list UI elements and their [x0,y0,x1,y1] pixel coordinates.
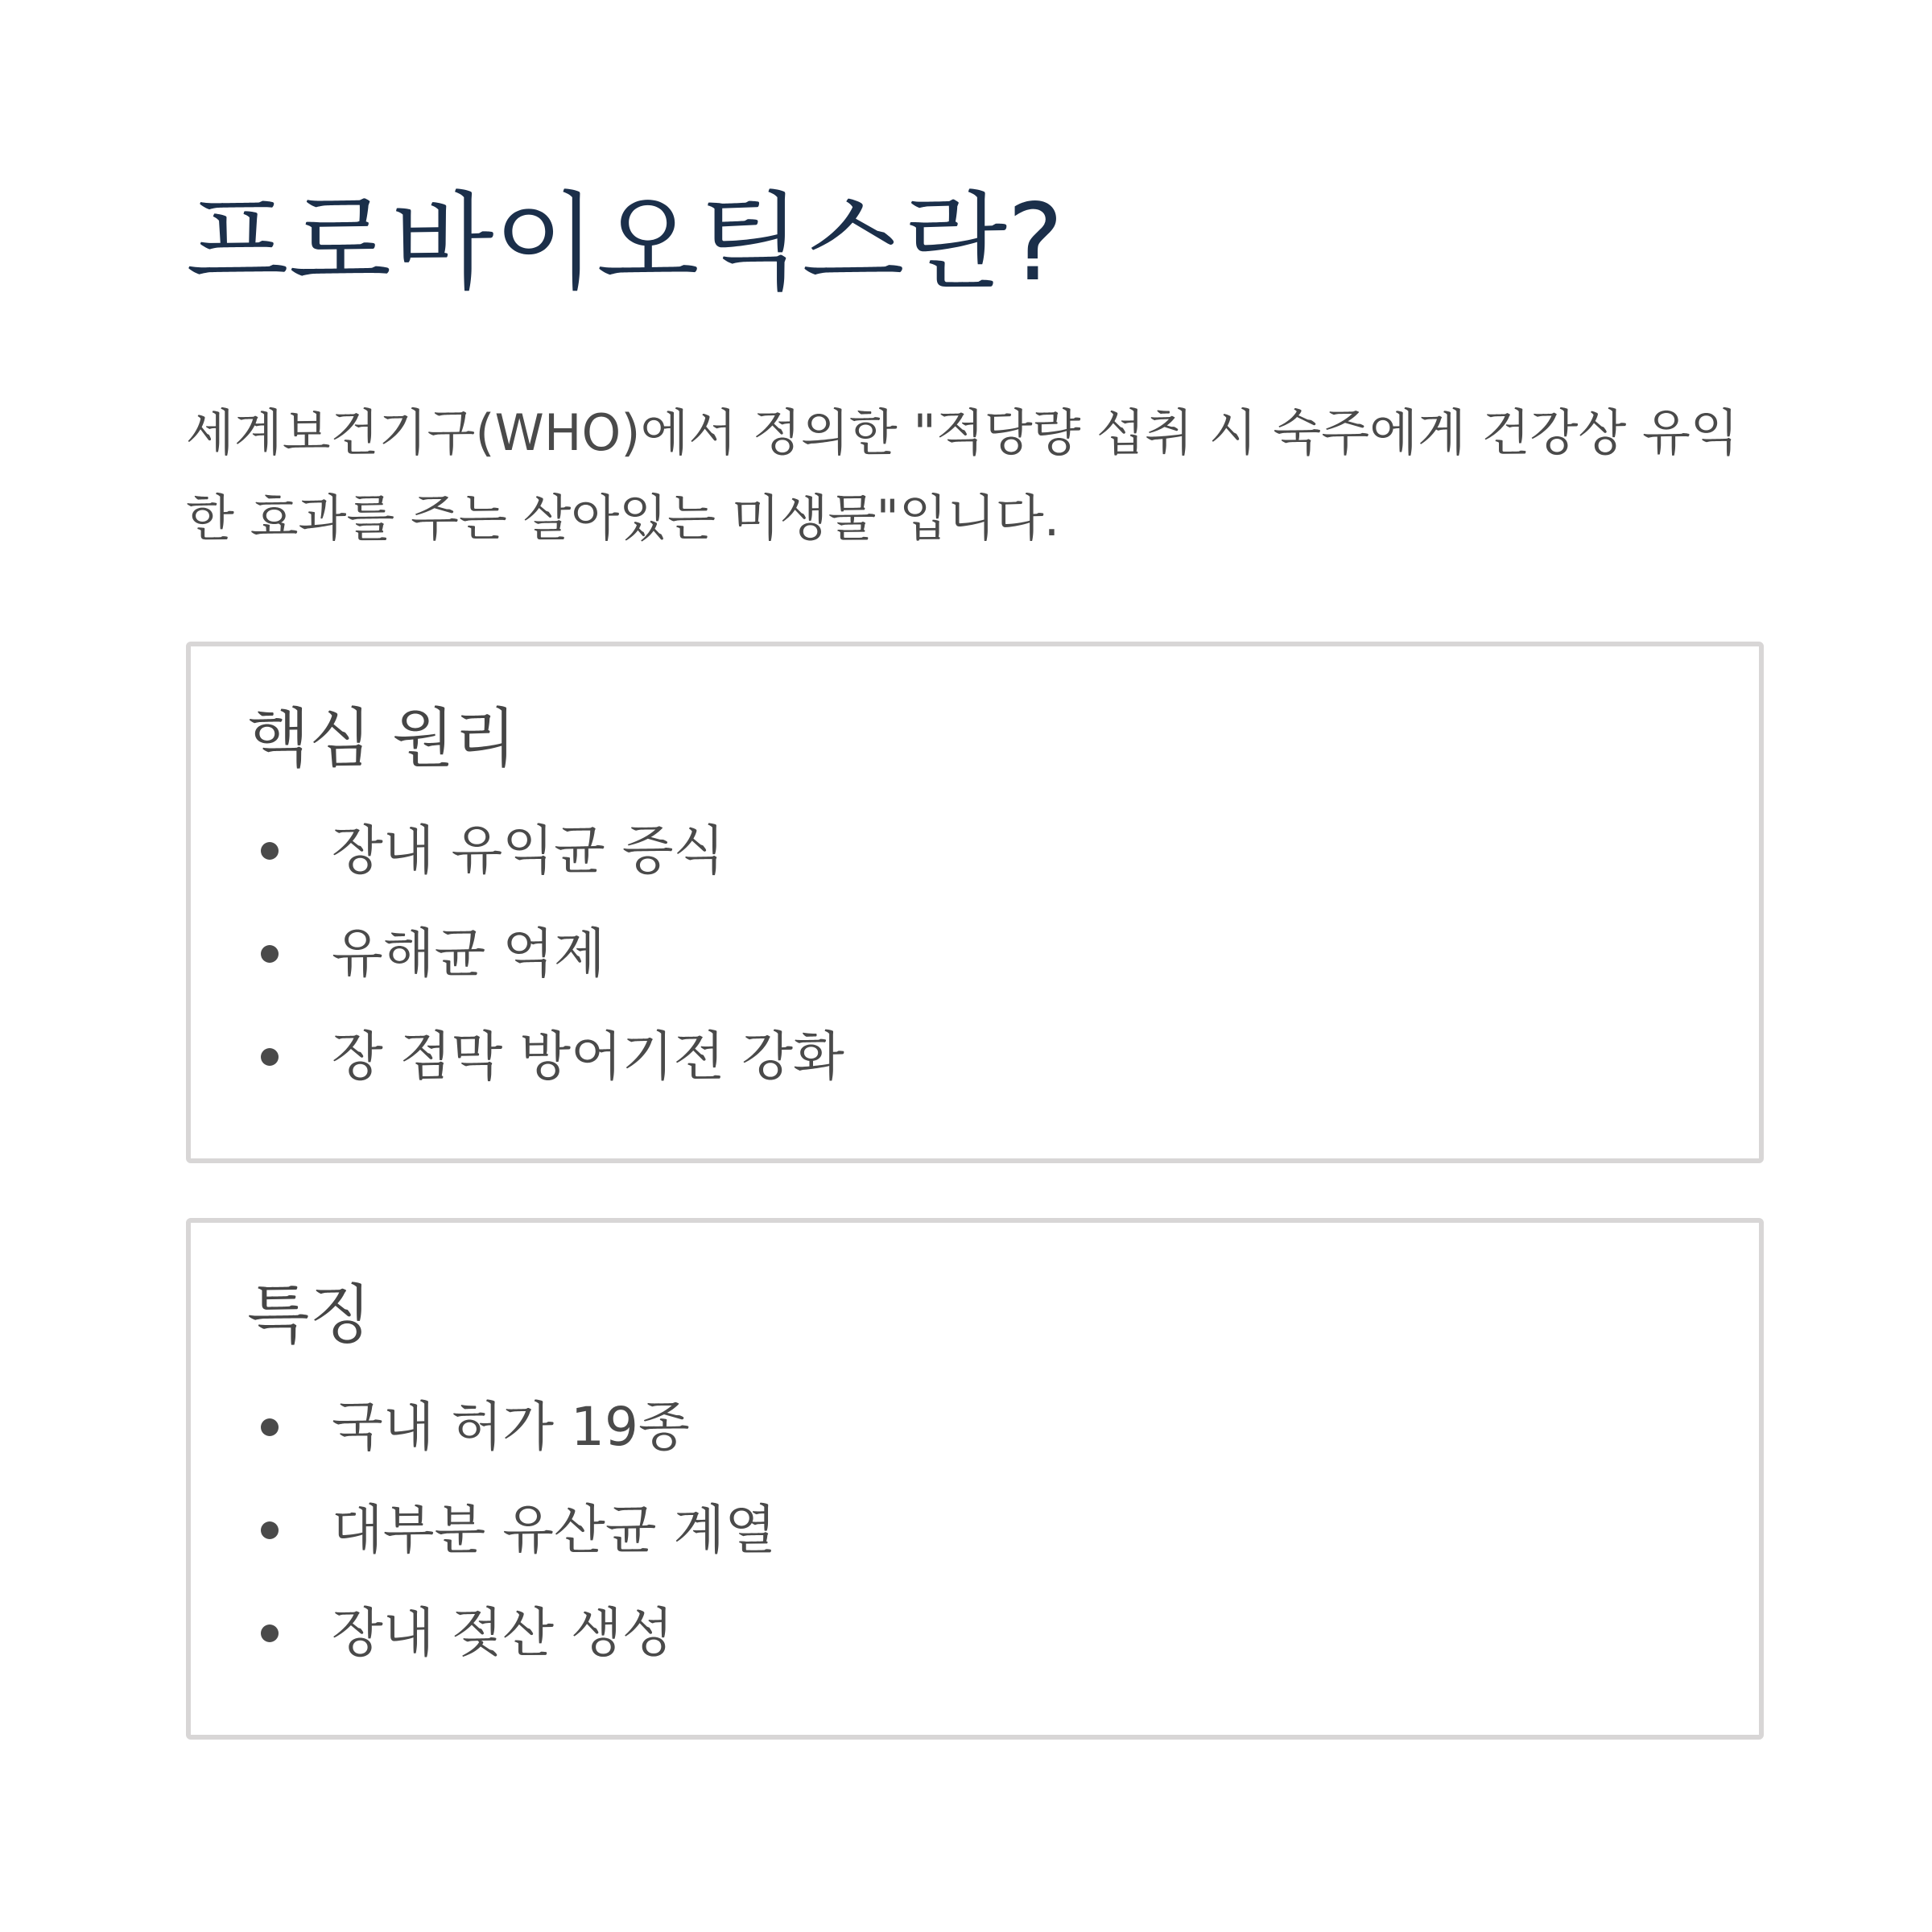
list-item [247,1376,1703,1479]
list-item [247,1479,1703,1582]
list-item-text: 국내 허가 19종 [332,1396,690,1458]
card-title: 특징 [247,1278,372,1352]
card-title: 핵심 원리 [247,701,517,776]
list-item-text: 장내 유익균 증식 [332,819,725,881]
list-item [247,1582,1703,1685]
bullet-dot-icon [261,1624,279,1642]
intro-paragraph: 세계보건기구(WHO)에서 정의한 "적당량 섭취 시 숙주에게 건강상 유익한 효과를 주는 살아있는 미생물"입니다. [186,403,1739,547]
card-features [186,1218,1764,1740]
card-list [247,799,1703,1108]
list-item-text: 유해균 억제 [332,923,605,985]
card-list [247,1376,1703,1685]
list-item [247,1005,1703,1108]
list-item-text: 장내 젖산 생성 [332,1602,674,1664]
list-item-text: 장 점막 방어기전 강화 [332,1026,844,1088]
page-title: 프로바이오틱스란? [186,181,1064,305]
card-core-principles [186,642,1764,1163]
list-item [247,902,1703,1005]
list-item [247,799,1703,902]
bullet-dot-icon [261,1048,279,1066]
bullet-dot-icon [261,1418,279,1436]
bullet-dot-icon [261,1521,279,1539]
bullet-dot-icon [261,842,279,860]
bullet-dot-icon [261,945,279,963]
list-item-text: 대부분 유산균 계열 [332,1499,777,1561]
